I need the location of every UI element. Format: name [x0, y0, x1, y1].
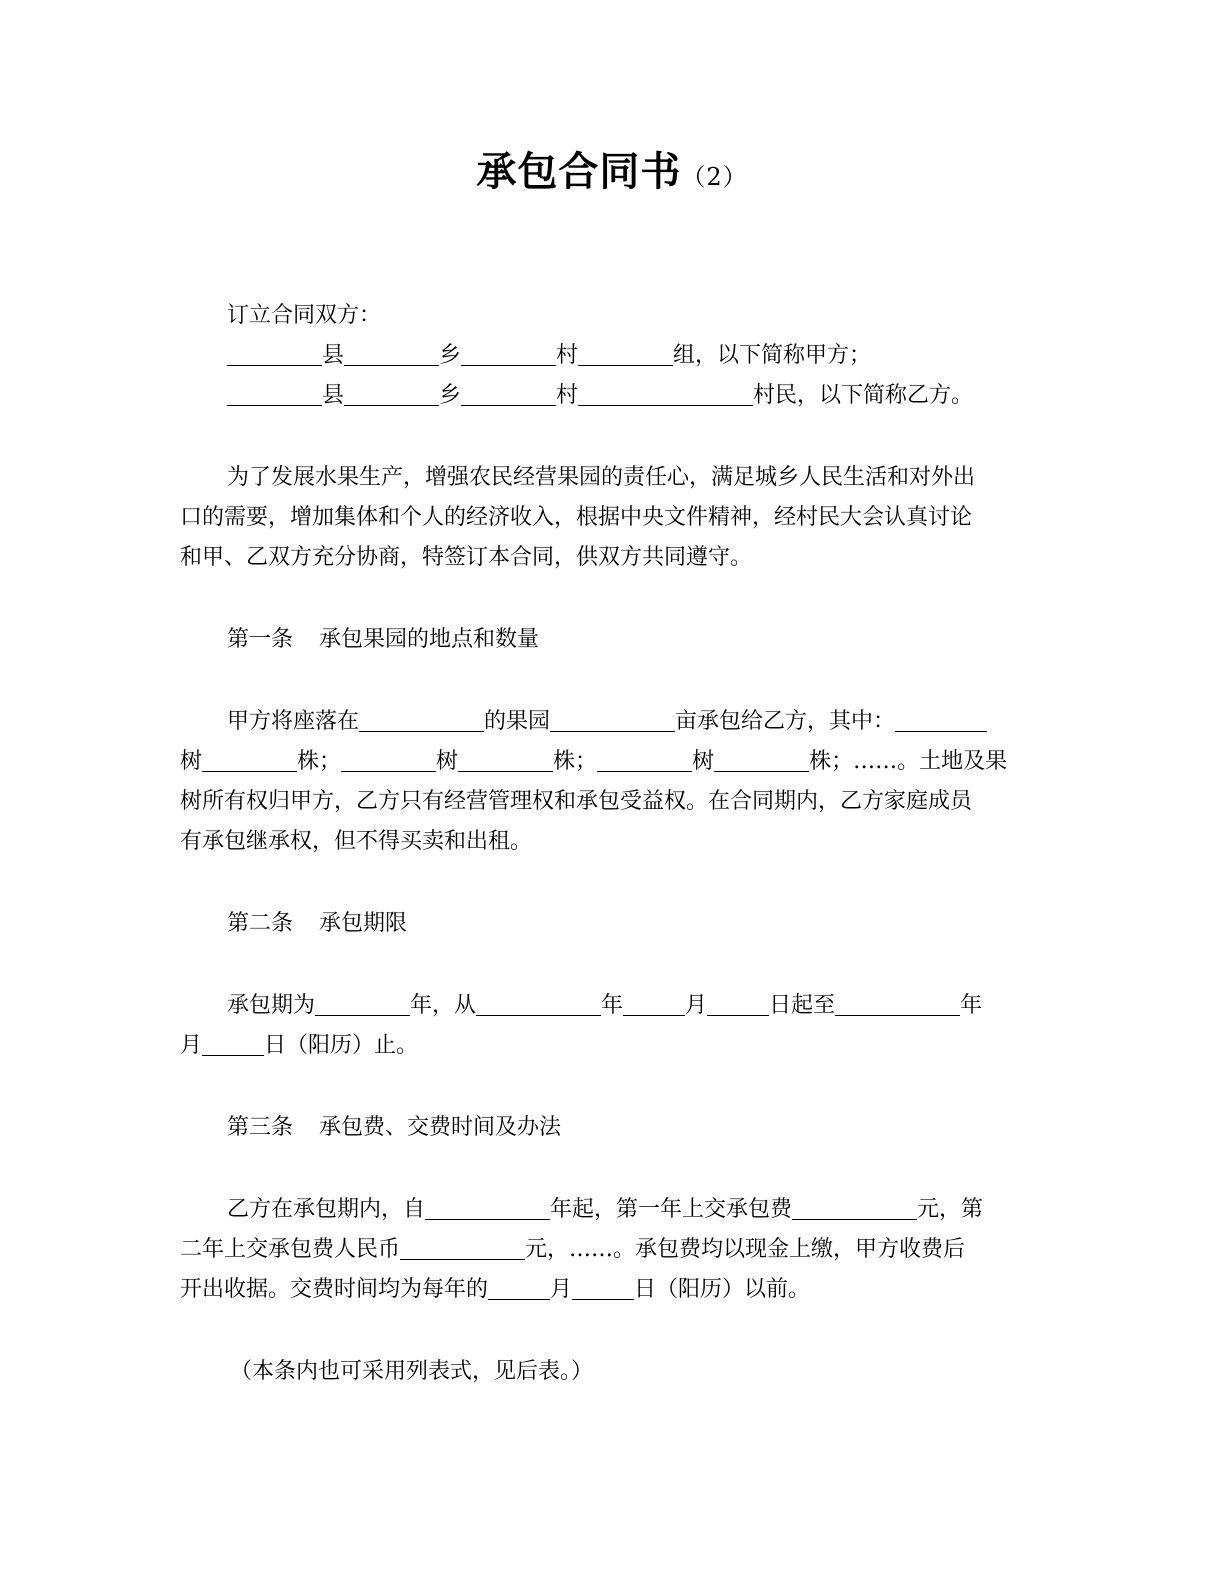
article-1-heading — [227, 620, 1083, 660]
text: 日起至 — [769, 993, 836, 1018]
text: 元，第 — [917, 1197, 984, 1222]
text: 开出收据。交费时间均为每年的 — [180, 1277, 489, 1302]
label-township: 乡 — [439, 383, 462, 408]
label-county: 县 — [322, 343, 345, 368]
label-village: 村 — [556, 343, 579, 368]
blank-township-a[interactable] — [344, 339, 439, 366]
blank-fee-start-year[interactable] — [425, 1193, 550, 1220]
blank-villager-b[interactable] — [578, 379, 753, 406]
preamble-line-3: 和甲、乙双方充分协商，特签订本合同，供双方共同遵守。 — [180, 545, 753, 570]
blank-term-years[interactable] — [315, 989, 410, 1016]
article-1-line-4: 有承包继承权，但不得买卖和出租。 — [180, 829, 533, 854]
article-number: 第一条 — [227, 627, 294, 652]
text: 亩承包给乙方，其中： — [675, 709, 896, 734]
blank-second-year-fee[interactable] — [400, 1233, 525, 1260]
article-number: 第三条 — [227, 1115, 294, 1140]
article-number: 第二条 — [227, 911, 294, 936]
text: 年 — [960, 993, 983, 1018]
preamble-line-1: 为了发展水果生产，增强农民经营果园的责任心，满足城乡人民生活和对外出 — [227, 465, 976, 490]
text: 二年上交承包费人民币 — [180, 1237, 401, 1262]
text: 树 — [436, 749, 459, 774]
article-1-line-3: 树所有权归甲方，乙方只有经营管理权和承包受益权。在合同期内，乙方家庭成员 — [180, 789, 973, 814]
blank-start-day[interactable] — [707, 989, 769, 1016]
text: 株； — [297, 749, 342, 774]
text: 月 — [550, 1277, 573, 1302]
parties-heading: 订立合同双方： — [227, 303, 382, 328]
blank-area[interactable] — [550, 705, 675, 732]
blank-group-a[interactable] — [578, 339, 673, 366]
title-text: 承包合同书 — [476, 149, 682, 195]
blank-pay-day[interactable] — [572, 1273, 634, 1300]
label-party-b-suffix: 村民，以下简称乙方。 — [753, 383, 974, 408]
text: 年 — [601, 993, 624, 1018]
blank-start-month[interactable] — [623, 989, 685, 1016]
label-party-a-suffix: 组，以下简称甲方； — [673, 343, 872, 368]
title-suffix: （2） — [681, 163, 748, 191]
text: 承包期为 — [227, 993, 316, 1018]
blank-county-a[interactable] — [227, 339, 322, 366]
article-title: 承包期限 — [319, 911, 408, 936]
blank-tree-count-2[interactable] — [458, 745, 553, 772]
text: 甲方将座落在 — [227, 709, 360, 734]
party-a-line — [227, 336, 1083, 376]
article-title: 承包费、交费时间及办法 — [319, 1115, 562, 1140]
text: 株； — [553, 749, 598, 774]
blank-tree-type-1[interactable] — [895, 705, 987, 732]
blank-pay-month[interactable] — [488, 1273, 550, 1300]
article-3-line-3 — [180, 1270, 1036, 1310]
text: 年，从 — [410, 993, 477, 1018]
label-county: 县 — [322, 383, 345, 408]
preamble-line-2: 口的需要，增加集体和个人的经济收入，根据中央文件精神，经村民大会认真讨论 — [180, 505, 973, 530]
blank-location[interactable] — [359, 705, 484, 732]
blank-end-month[interactable] — [202, 1029, 264, 1056]
text: 月 — [180, 1033, 203, 1058]
article-2-line-1 — [227, 986, 1083, 1026]
blank-tree-count-3[interactable] — [714, 745, 809, 772]
article-3-line-2 — [180, 1230, 1036, 1270]
article-3-line-1 — [227, 1190, 1083, 1230]
blank-tree-type-2[interactable] — [341, 745, 436, 772]
document-title — [0, 142, 1224, 207]
label-village: 村 — [556, 383, 579, 408]
blank-county-b[interactable] — [227, 379, 322, 406]
blank-township-b[interactable] — [344, 379, 439, 406]
blank-start-year[interactable] — [476, 989, 601, 1016]
article-2-heading — [227, 904, 1083, 944]
text: 树 — [692, 749, 715, 774]
blank-end-year[interactable] — [835, 989, 960, 1016]
party-b-line — [227, 376, 1083, 416]
article-3-heading — [227, 1108, 1083, 1148]
text: 的果园 — [484, 709, 551, 734]
text: 月 — [685, 993, 708, 1018]
label-township: 乡 — [439, 343, 462, 368]
article-2-line-2 — [180, 1026, 1036, 1066]
blank-village-b[interactable] — [461, 379, 556, 406]
article-title: 承包果园的地点和数量 — [319, 627, 540, 652]
blank-first-year-fee[interactable] — [792, 1193, 917, 1220]
blank-tree-type-3[interactable] — [597, 745, 692, 772]
text: 元，……。承包费均以现金上缴，甲方收费后 — [525, 1237, 966, 1262]
text: 树 — [180, 749, 203, 774]
text: 年起，第一年上交承包费 — [550, 1197, 793, 1222]
text: 株；……。土地及果 — [809, 749, 1008, 774]
article-3-note: （本条内也可采用列表式，见后表。） — [230, 1359, 594, 1384]
blank-village-a[interactable] — [461, 339, 556, 366]
text: 乙方在承包期内，自 — [227, 1197, 426, 1222]
article-1-line-1 — [227, 702, 1083, 742]
article-1-line-2 — [180, 742, 1036, 782]
blank-tree-count-1[interactable] — [202, 745, 297, 772]
text: 日（阳历）以前。 — [634, 1277, 811, 1302]
text: 日（阳历）止。 — [264, 1033, 419, 1058]
